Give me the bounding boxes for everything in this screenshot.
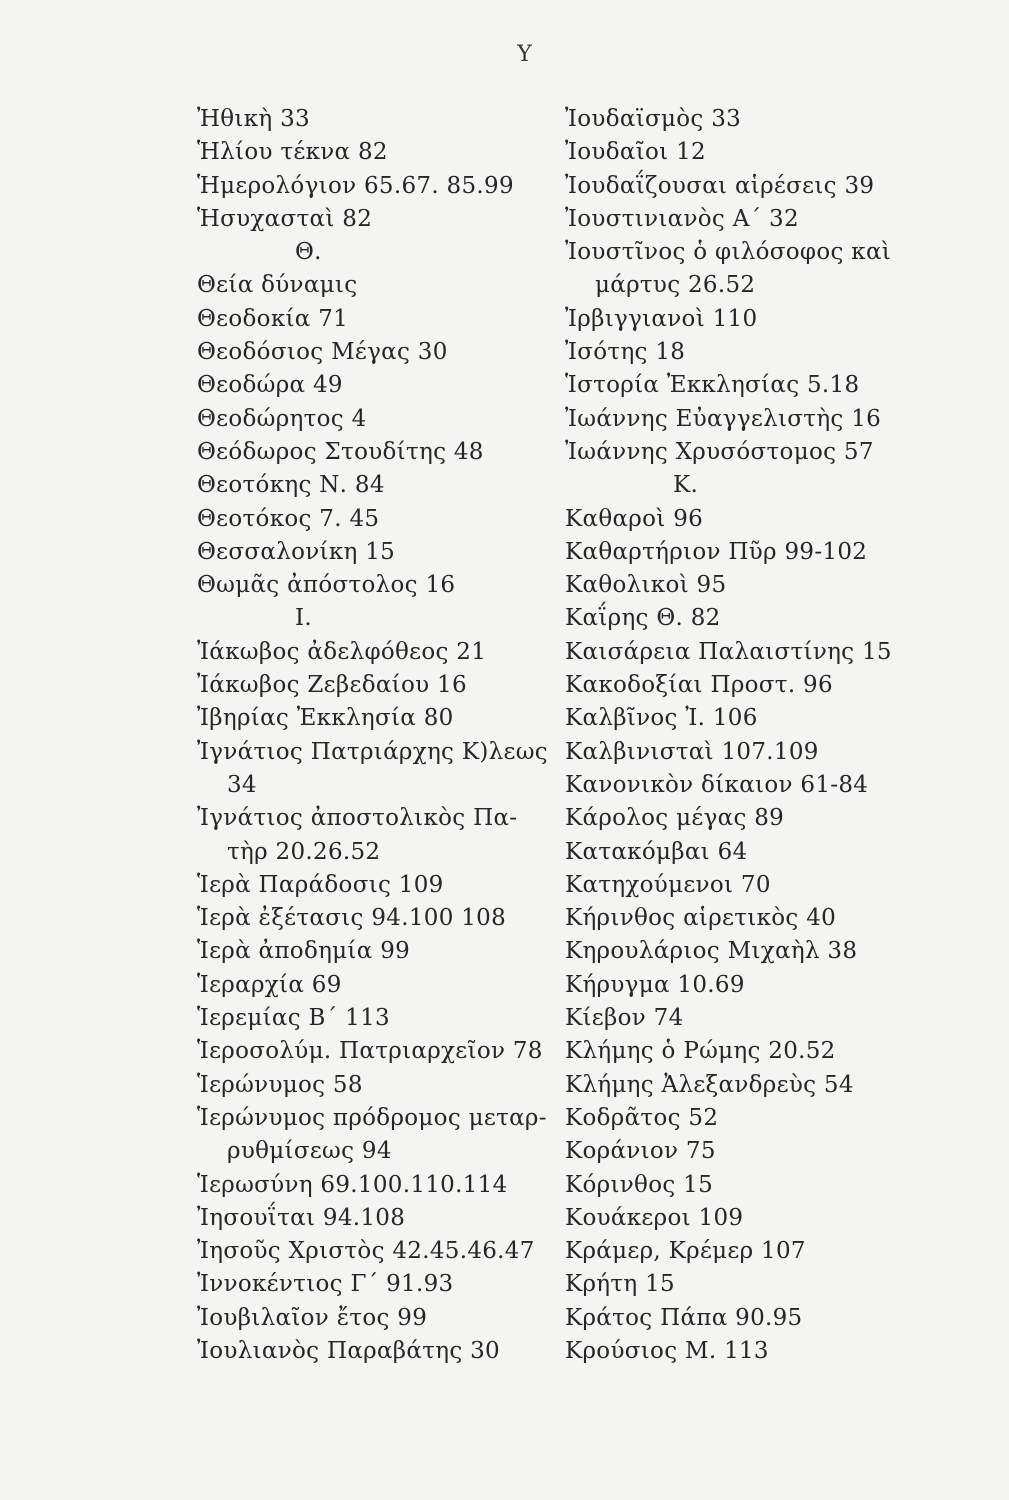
index-entry: Ἰουστινιανὸς Α΄ 32: [565, 205, 799, 232]
index-entry: Ἰβηρίας Ἐκκλησία 80: [197, 705, 454, 732]
index-entry: Ἠθικὴ 33: [197, 106, 310, 132]
index-entry: Κακοδοξίαι Προστ. 96: [565, 672, 833, 699]
index-entry: Ἰησοῦς Χριστὸς 42.45.46.47: [197, 1238, 535, 1265]
index-entry: Ἡσυχασταὶ 82: [197, 205, 373, 232]
index-entry: Θεόδωρος Στουδίτης 48: [197, 438, 484, 465]
section-letter: Θ.: [295, 239, 322, 266]
index-entry: Κανονικὸν δίκαιον 61-84: [565, 771, 869, 798]
index-entry: Θεοδοκία 71: [197, 305, 349, 332]
index-entry: Κήρυγμα 10.69: [565, 971, 745, 998]
index-entry: Κηρουλάριος Μιχαὴλ 38: [565, 938, 858, 965]
index-entry: Ἰγνάτιος Πατριάρχης Κ)λεως: [197, 738, 548, 765]
index-entry: Καθαρτήριον Πῦρ 99-102: [565, 538, 868, 565]
index-entry: Θεία δύναμις: [197, 272, 358, 299]
index-column-left: [197, 103, 548, 1368]
index-entry-continuation: 34: [227, 771, 257, 798]
index-entry: Ἰρβιγγιανοὶ 110: [565, 305, 758, 332]
index-entry: Θεσσαλονίκη 15: [197, 538, 396, 565]
index-entry: Θεοτόκος 7. 45: [197, 505, 380, 532]
index-entry: Θεοτόκης Ν. 84: [197, 472, 385, 499]
index-entry: Κόρινθος 15: [565, 1171, 714, 1198]
index-entry: Θεοδόσιος Μέγας 30: [197, 339, 448, 366]
index-entry: Κουάκεροι 109: [565, 1204, 744, 1231]
index-entry: Ἰουδαϊσμὸς 33: [565, 106, 742, 132]
index-entry: Καΐρης Θ. 82: [565, 605, 721, 632]
index-entry: Ἱστορία Ἐκκλησίας 5.18: [565, 372, 860, 399]
index-entry: Θεοδώρητος 4: [197, 405, 367, 432]
index-entry: Κίεβον 74: [565, 1005, 684, 1032]
index-column-right: [565, 103, 905, 1368]
index-entry: Κράμερ, Κρέμερ 107: [565, 1238, 806, 1265]
index-entry: Ἱεροσολύμ. Πατριαρχεῖον 78: [197, 1038, 543, 1065]
index-entry: Ἰάκωβος ἀδελφόθεος 21: [197, 638, 487, 665]
index-entry: Κάρολος μέγας 89: [565, 805, 785, 832]
index-entry: Ἰουλιανὸς Παραβάτης 30: [197, 1337, 500, 1364]
index-entry-continuation: μάρτυς 26.52: [595, 272, 756, 299]
index-entry: Ἰννοκέντιος Γ΄ 91.93: [197, 1271, 454, 1298]
index-entry: Ἱερώνυμος πρόδρομος μεταρ-: [197, 1104, 547, 1131]
index-entry: Ἰησουΐται 94.108: [197, 1204, 406, 1231]
index-entry: Ἱερεμίας Β΄ 113: [197, 1005, 390, 1032]
index-entry: Ἱεραρχία 69: [197, 971, 342, 998]
index-entry: Θωμᾶς ἀπόστολος 16: [197, 572, 456, 599]
index-entry: Κλήμης ὁ Ρώμης 20.52: [565, 1038, 836, 1065]
index-entry: Καλβινισταὶ 107.109: [565, 738, 819, 765]
index-entry: Ἡλίου τέκνα 82: [197, 139, 388, 166]
index-entry: Κρούσιος Μ. 113: [565, 1337, 769, 1364]
index-entry: Καθολικοὶ 95: [565, 572, 727, 599]
index-entry: Κράτος Πάπα 90.95: [565, 1304, 803, 1331]
index-entry: Κοδρᾶτος 52: [565, 1104, 719, 1131]
index-entry: Ἱερωσύνη 69.100.110.114: [197, 1171, 508, 1198]
index-entry: Θεοδώρα 49: [197, 372, 343, 399]
index-entry: Ἰωάννης Εὐαγγελιστὴς 16: [565, 405, 882, 432]
index-entry: Ἰουδαΐζουσαι αἱρέσεις 39: [565, 172, 875, 199]
index-entry: Κλήμης Ἀλεξανδρεὺς 54: [565, 1071, 854, 1098]
section-letter: Ι.: [295, 605, 312, 632]
page-number: Υ: [517, 42, 532, 67]
index-entry: Ἱερώνυμος 58: [197, 1071, 363, 1098]
index-entry: Καλβῖνος Ἰ. 106: [565, 705, 758, 732]
index-entry: Ἰσότης 18: [565, 339, 686, 366]
index-entry-continuation: τὴρ 20.26.52: [227, 838, 381, 865]
index-entry: Καισάρεια Παλαιστίνης 15: [565, 638, 892, 665]
index-entry: Ἰγνάτιος ἀποστολικὸς Πα-: [197, 805, 518, 832]
index-entry: Ἡμερολόγιον 65.67. 85.99: [197, 172, 514, 199]
index-entry: Καθαροὶ 96: [565, 505, 704, 532]
index-entry: Ἱερὰ ἐξέτασις 94.100 108: [197, 905, 507, 932]
index-entry: Κήρινθος αἱρετικὸς 40: [565, 905, 837, 932]
index-entry: Ἱερὰ ἀποδημία 99: [197, 938, 411, 965]
index-entry: Κατακόμβαι 64: [565, 838, 748, 865]
index-entry: Κοράνιον 75: [565, 1138, 716, 1165]
index-entry: Ἰουστῖνος ὁ φιλόσοφος καὶ: [565, 239, 892, 266]
index-entry: Ἰουδαῖοι 12: [565, 139, 706, 166]
index-entry: Κρήτη 15: [565, 1271, 675, 1298]
index-entry: Ἰουβιλαῖον ἔτος 99: [197, 1304, 428, 1331]
section-letter: Κ.: [673, 472, 699, 499]
index-entry: Ἰάκωβος Ζεβεδαίου 16: [197, 672, 467, 699]
index-entry: Ἰωάννης Χρυσόστομος 57: [565, 438, 874, 465]
index-entry: Κατηχούμενοι 70: [565, 871, 771, 898]
index-entry-continuation: ρυθμίσεως 94: [227, 1138, 392, 1165]
index-entry: Ἱερὰ Παράδοσις 109: [197, 871, 444, 898]
